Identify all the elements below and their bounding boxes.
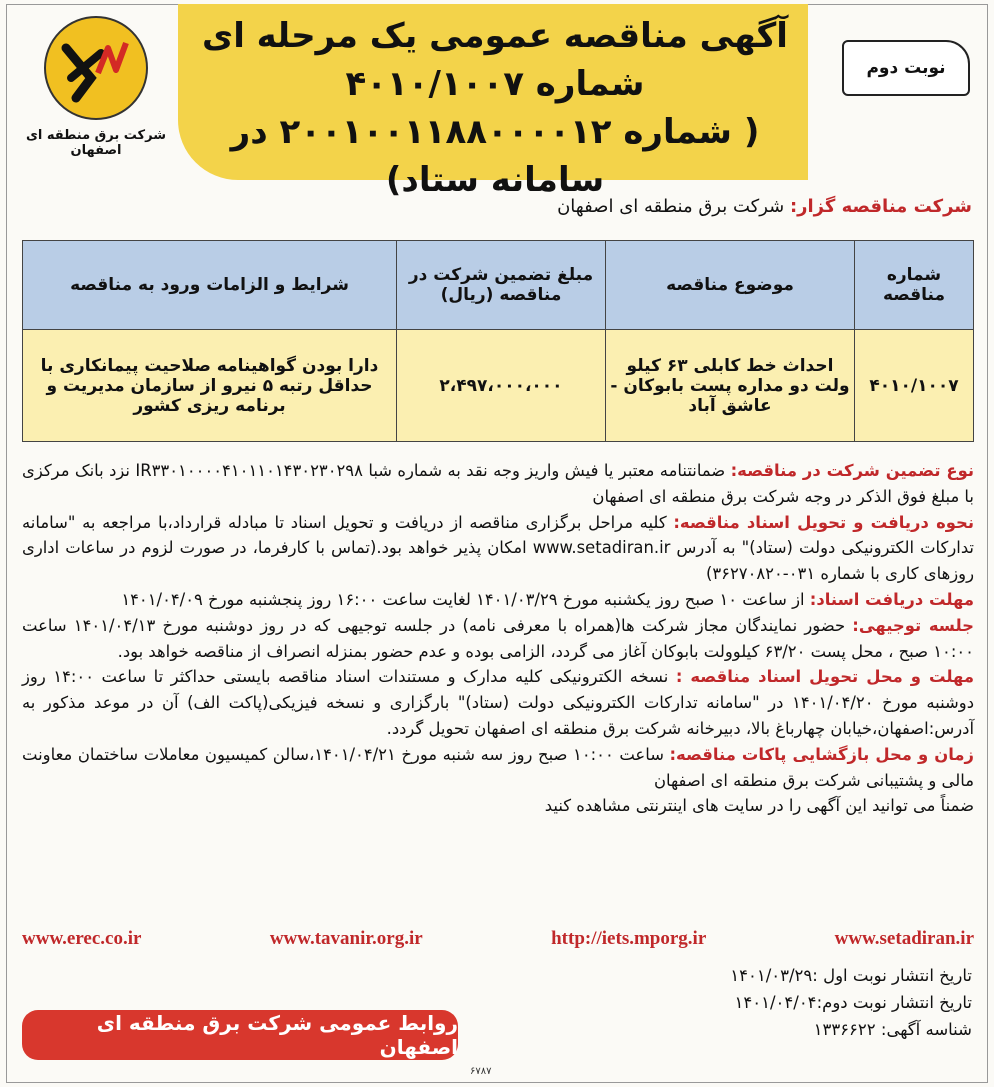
section-submission-deadline (22, 664, 974, 741)
section-text: از ساعت ۱۰ صبح روز یکشنبه مورخ ۱۴۰۱/۰۳/۲۹ لغایت ساعت ۱۶:۰۰ روز پنجشنبه مورخ ۱۴۰۱/۰۴/۰۹ (121, 589, 810, 609)
section-text: ضمانتنامه معتبر یا فیش واریز وجه نقد به شماره شبا IR۳۳۰۱۰۰۰۰۴۱۰۱۱۰۱۴۳۰۲۳۰۲۹۸ نزد بانک مرکزی با مبلغ فوق الذکر در وجه شرکت برق منطقه ای اصفهان (22, 461, 974, 506)
section-opening-time (22, 742, 974, 794)
ad-title (190, 12, 800, 204)
header-conditions: شرایط و الزامات ورود به مناقصه (23, 241, 397, 330)
link-iets-mporg[interactable]: http://iets.mporg.ir (551, 928, 707, 949)
ad-body (22, 458, 974, 819)
second-publication-date: تاریخ انتشار نوبت دوم:۱۴۰۱/۰۴/۰۴ (734, 993, 972, 1012)
round-badge: نوبت دوم (842, 40, 970, 96)
table-row (23, 330, 974, 442)
section-text: کلیه مراحل برگزاری مناقصه از دریافت و تحویل اسناد تا مبادله قرارداد،با مراجعه به "سامانه تدارکات الکترونیکی دولت (ستاد)" به آدرس www.setadiran.ir امکان پذیر خواهد بود.(تماس با کارفرما، در صورت لزوم در ساعات اداری روزهای کاری با شماره ۰۳۱-۳۶۲۷۰۸۲۰) (22, 512, 974, 584)
cell-tender-number: ۴۰۱۰/۱۰۰۷ (855, 330, 974, 442)
header-tender-subject: موضوع مناقصه (606, 241, 855, 330)
section-label: نحوه دریافت و تحویل اسناد مناقصه: (673, 512, 974, 532)
section-briefing-session (22, 613, 974, 665)
publication-info (730, 962, 972, 1043)
first-publication-date: تاریخ انتشار نوبت اول :۱۴۰۱/۰۳/۲۹ (730, 966, 972, 985)
cell-conditions: دارا بودن گواهینامه صلاحیت پیمانکاری با حداقل رتبه ۵ نیرو از سازمان مدیریت و برنامه ریزی کشور (23, 330, 397, 442)
link-setadiran[interactable]: www.setadiran.ir (834, 928, 974, 949)
title-line-3: ( شماره ۲۰۰۱۰۰۱۱۸۸۰۰۰۰۱۲ در سامانه ستاد) (230, 112, 760, 200)
section-label: مهلت و محل تحویل اسناد مناقصه : (675, 667, 974, 687)
cell-tender-subject: احداث خط کابلی ۶۳ کیلو ولت دو مداره پست بابوکان - عاشق آباد (606, 330, 855, 442)
section-document-deadline (22, 587, 974, 613)
closing-note: ضمناً می توانید این آگهی را در سایت های اینترنتی مشاهده کنید (544, 796, 974, 816)
section-text: حضور نمایندگان مجاز شرکت ها(همراه با معرفی نامه) در جلسه توجیهی که در روز دوشنبه مورخ ۱۴۰۱/۰۴/۱۳ ساعت ۱۰:۰۰ صبح ، محل پست ۶۳/۲۰ کیلوولت بابوکان آغاز می گردد، الزامی بوده و عدم حضور بمنزله انصراف از مناقصه خواهد بود. (22, 615, 974, 661)
public-relations-banner: روابط عمومی شرکت برق منطقه ای اصفهان (22, 1010, 458, 1060)
section-document-procedure (22, 510, 974, 587)
cell-guarantee-amount: ۲،۴۹۷،۰۰۰،۰۰۰ (397, 330, 606, 442)
link-erec[interactable]: www.erec.co.ir (22, 928, 142, 949)
title-line-2: شماره ۴۰۱۰/۱۰۰۷ (345, 64, 645, 104)
tender-table (22, 240, 974, 442)
link-tavanir[interactable]: www.tavanir.org.ir (269, 928, 423, 949)
logo-company-name: شرکت برق منطقه ای اصفهان (26, 128, 166, 158)
ad-identifier: شناسه آگهی: ۱۳۳۶۶۲۲ (813, 1020, 972, 1039)
section-label: جلسه توجیهی: (852, 615, 974, 635)
section-guarantee-type (22, 458, 974, 510)
organizer-value: شرکت برق منطقه ای اصفهان (557, 196, 785, 217)
section-text: ساعت ۱۰:۰۰ صبح روز سه شنبه مورخ ۱۴۰۱/۰۴/۲۱،سالن کمیسیون معاملات ساختمان معاونت مالی و پشتیبانی شرکت برق منطقه ای اصفهان (22, 744, 974, 790)
title-line-1: آگهی مناقصه عمومی یک مرحله ای (202, 16, 788, 56)
section-label: زمان و محل بازگشایی پاکات مناقصه: (669, 744, 974, 764)
section-text: نسخه الکترونیکی کلیه مدارک و مستندات اسناد مناقصه بایستی حداکثر تا ساعت ۱۴:۰۰ روز دوشنبه مورخ ۱۴۰۱/۰۴/۲۰ در "سامانه تدارکات الکترونیکی دولت (ستاد)" بارگزاری و نسخه فیزیکی(پاکت الف) آن در موعد مذکور به آدرس:اصفهان،خیابان چهارباغ بالا، دبیرخانه شرکت برق منطقه ای اصفهان تحویل گردد. (22, 667, 975, 738)
section-label: نوع تضمین شرکت در مناقصه: (730, 461, 974, 480)
organizer-label: شرکت مناقصه گزار: (789, 196, 972, 217)
logo-emblem-icon (44, 16, 148, 120)
website-links (22, 928, 974, 950)
table-header-row (23, 241, 974, 330)
header-tender-number: شماره مناقصه (855, 241, 974, 330)
company-logo (12, 16, 180, 166)
organizer-line (557, 196, 972, 217)
page-code: ۶۷۸۷ (470, 1066, 492, 1077)
section-label: مهلت دریافت اسناد: (809, 589, 974, 609)
header-guarantee-amount: مبلغ تضمین شرکت در مناقصه (ریال) (397, 241, 606, 330)
